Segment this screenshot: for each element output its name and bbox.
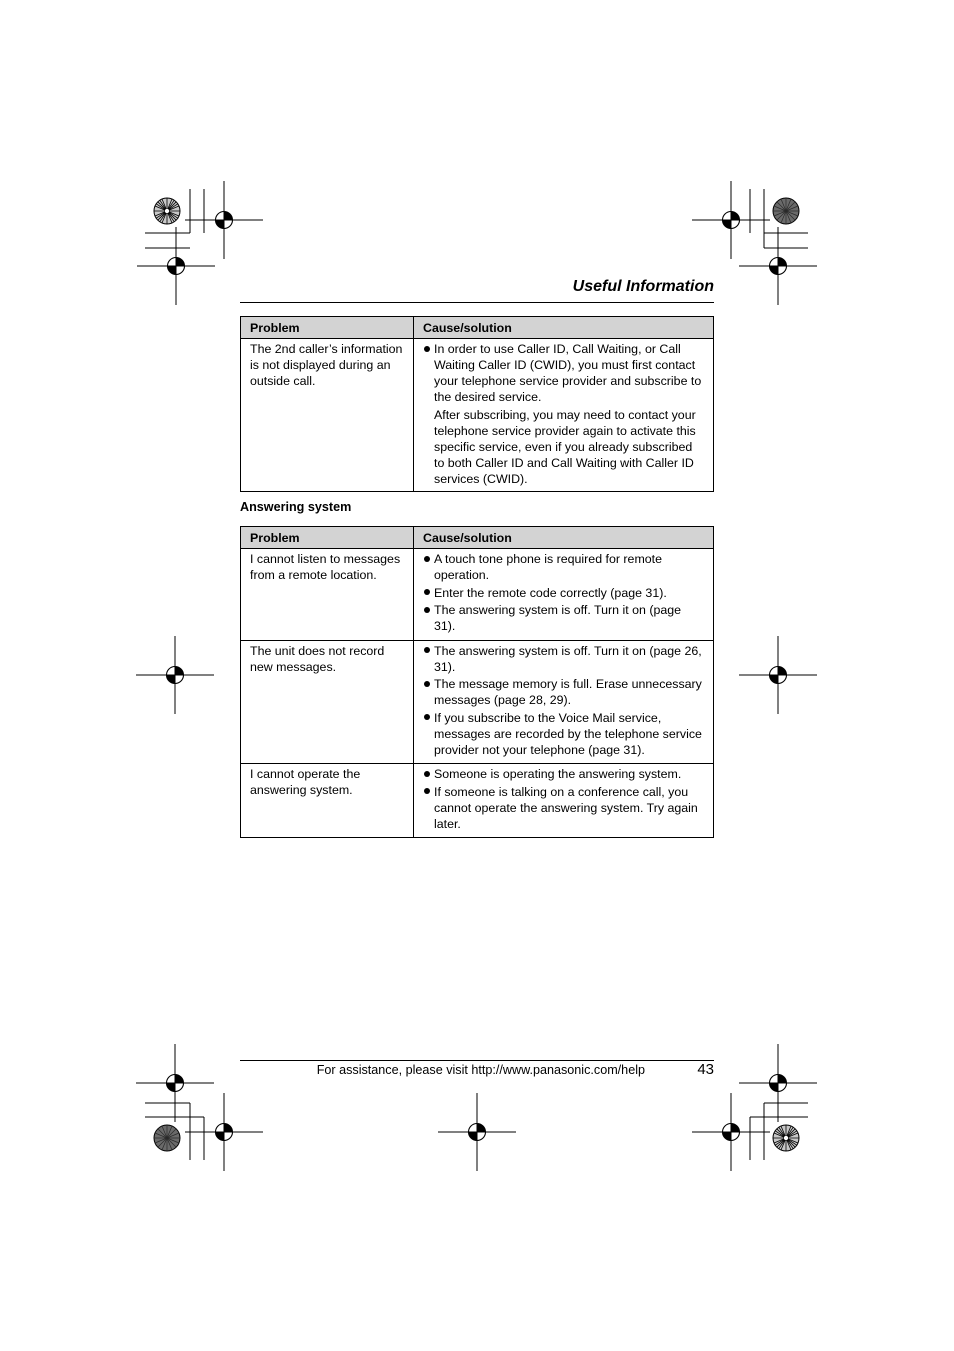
column-header-problem: Problem bbox=[241, 527, 414, 549]
problem-cell: The 2nd caller’s information is not displayed during an outside call. bbox=[241, 339, 414, 492]
registration-mark-icon bbox=[185, 1093, 263, 1171]
starburst-icon bbox=[773, 198, 799, 224]
cause-bullet: The answering system is off. Turn it on (page 31). bbox=[423, 602, 704, 634]
registration-mark-icon bbox=[692, 181, 770, 259]
problem-cell: The unit does not record new messages. bbox=[241, 640, 414, 764]
cause-bullet: The message memory is full. Erase unnecessary messages (page 28, 29). bbox=[423, 676, 704, 708]
page-number: 43 bbox=[697, 1061, 714, 1078]
registration-mark-icon bbox=[739, 1044, 817, 1122]
table-row bbox=[241, 339, 714, 492]
cause-bullet: If you subscribe to the Voice Mail service, messages are recorded by the telephone service provider not your telephone (page 31). bbox=[423, 710, 704, 758]
problem-cell: I cannot listen to messages from a remote location. bbox=[241, 549, 414, 641]
cause-cell bbox=[414, 339, 714, 492]
column-header-cause: Cause/solution bbox=[414, 527, 714, 549]
table-header-row bbox=[241, 527, 714, 549]
table-row bbox=[241, 764, 714, 838]
cause-bullet: Someone is operating the answering system. bbox=[423, 766, 704, 782]
registration-mark-icon bbox=[136, 636, 214, 714]
registration-mark-icon bbox=[739, 227, 817, 305]
registration-mark-icon bbox=[185, 181, 263, 259]
registration-mark-icon bbox=[438, 1093, 516, 1171]
cause-bullet: In order to use Caller ID, Call Waiting, or Call Waiting Caller ID (CWID), you must first contact your telephone service provider and subscribe to the desired service. bbox=[423, 341, 704, 405]
footer-assistance-text: For assistance, please visit http://www.panasonic.com/help bbox=[316, 1063, 645, 1077]
cause-bullet: The answering system is off. Turn it on (page 26, 31). bbox=[423, 643, 704, 675]
header-rule bbox=[240, 302, 714, 303]
table-header-row bbox=[241, 317, 714, 339]
cause-bullet: A touch tone phone is required for remote operation. bbox=[423, 551, 704, 583]
table-row bbox=[241, 640, 714, 764]
cause-note: After subscribing, you may need to contact your telephone service provider again to activate this specific service, even if you already subscribed to both Caller ID and Call Waiting with Caller ID services (CWID). bbox=[434, 407, 696, 486]
problem-cell: I cannot operate the answering system. bbox=[241, 764, 414, 838]
cause-cell bbox=[414, 640, 714, 764]
troubleshooting-table-caller-id bbox=[240, 316, 714, 492]
section-title: Useful Information bbox=[572, 278, 714, 295]
cause-bullet: Enter the remote code correctly (page 31). bbox=[423, 585, 704, 601]
starburst-icon bbox=[773, 1125, 799, 1151]
starburst-icon bbox=[154, 198, 180, 224]
registration-mark-icon bbox=[136, 1044, 214, 1122]
column-header-problem: Problem bbox=[241, 317, 414, 339]
answering-system-heading: Answering system bbox=[240, 500, 352, 514]
column-header-cause: Cause/solution bbox=[414, 317, 714, 339]
footer-rule bbox=[240, 1060, 714, 1061]
troubleshooting-table-answering bbox=[240, 526, 714, 838]
table-row bbox=[241, 549, 714, 641]
cause-cell bbox=[414, 549, 714, 641]
cause-cell bbox=[414, 764, 714, 838]
registration-mark-icon bbox=[137, 227, 215, 305]
registration-mark-icon bbox=[739, 636, 817, 714]
cause-bullet: If someone is talking on a conference call, you cannot operate the answering system. Try again later. bbox=[423, 784, 704, 832]
starburst-icon bbox=[154, 1125, 180, 1151]
registration-mark-icon bbox=[692, 1093, 770, 1171]
